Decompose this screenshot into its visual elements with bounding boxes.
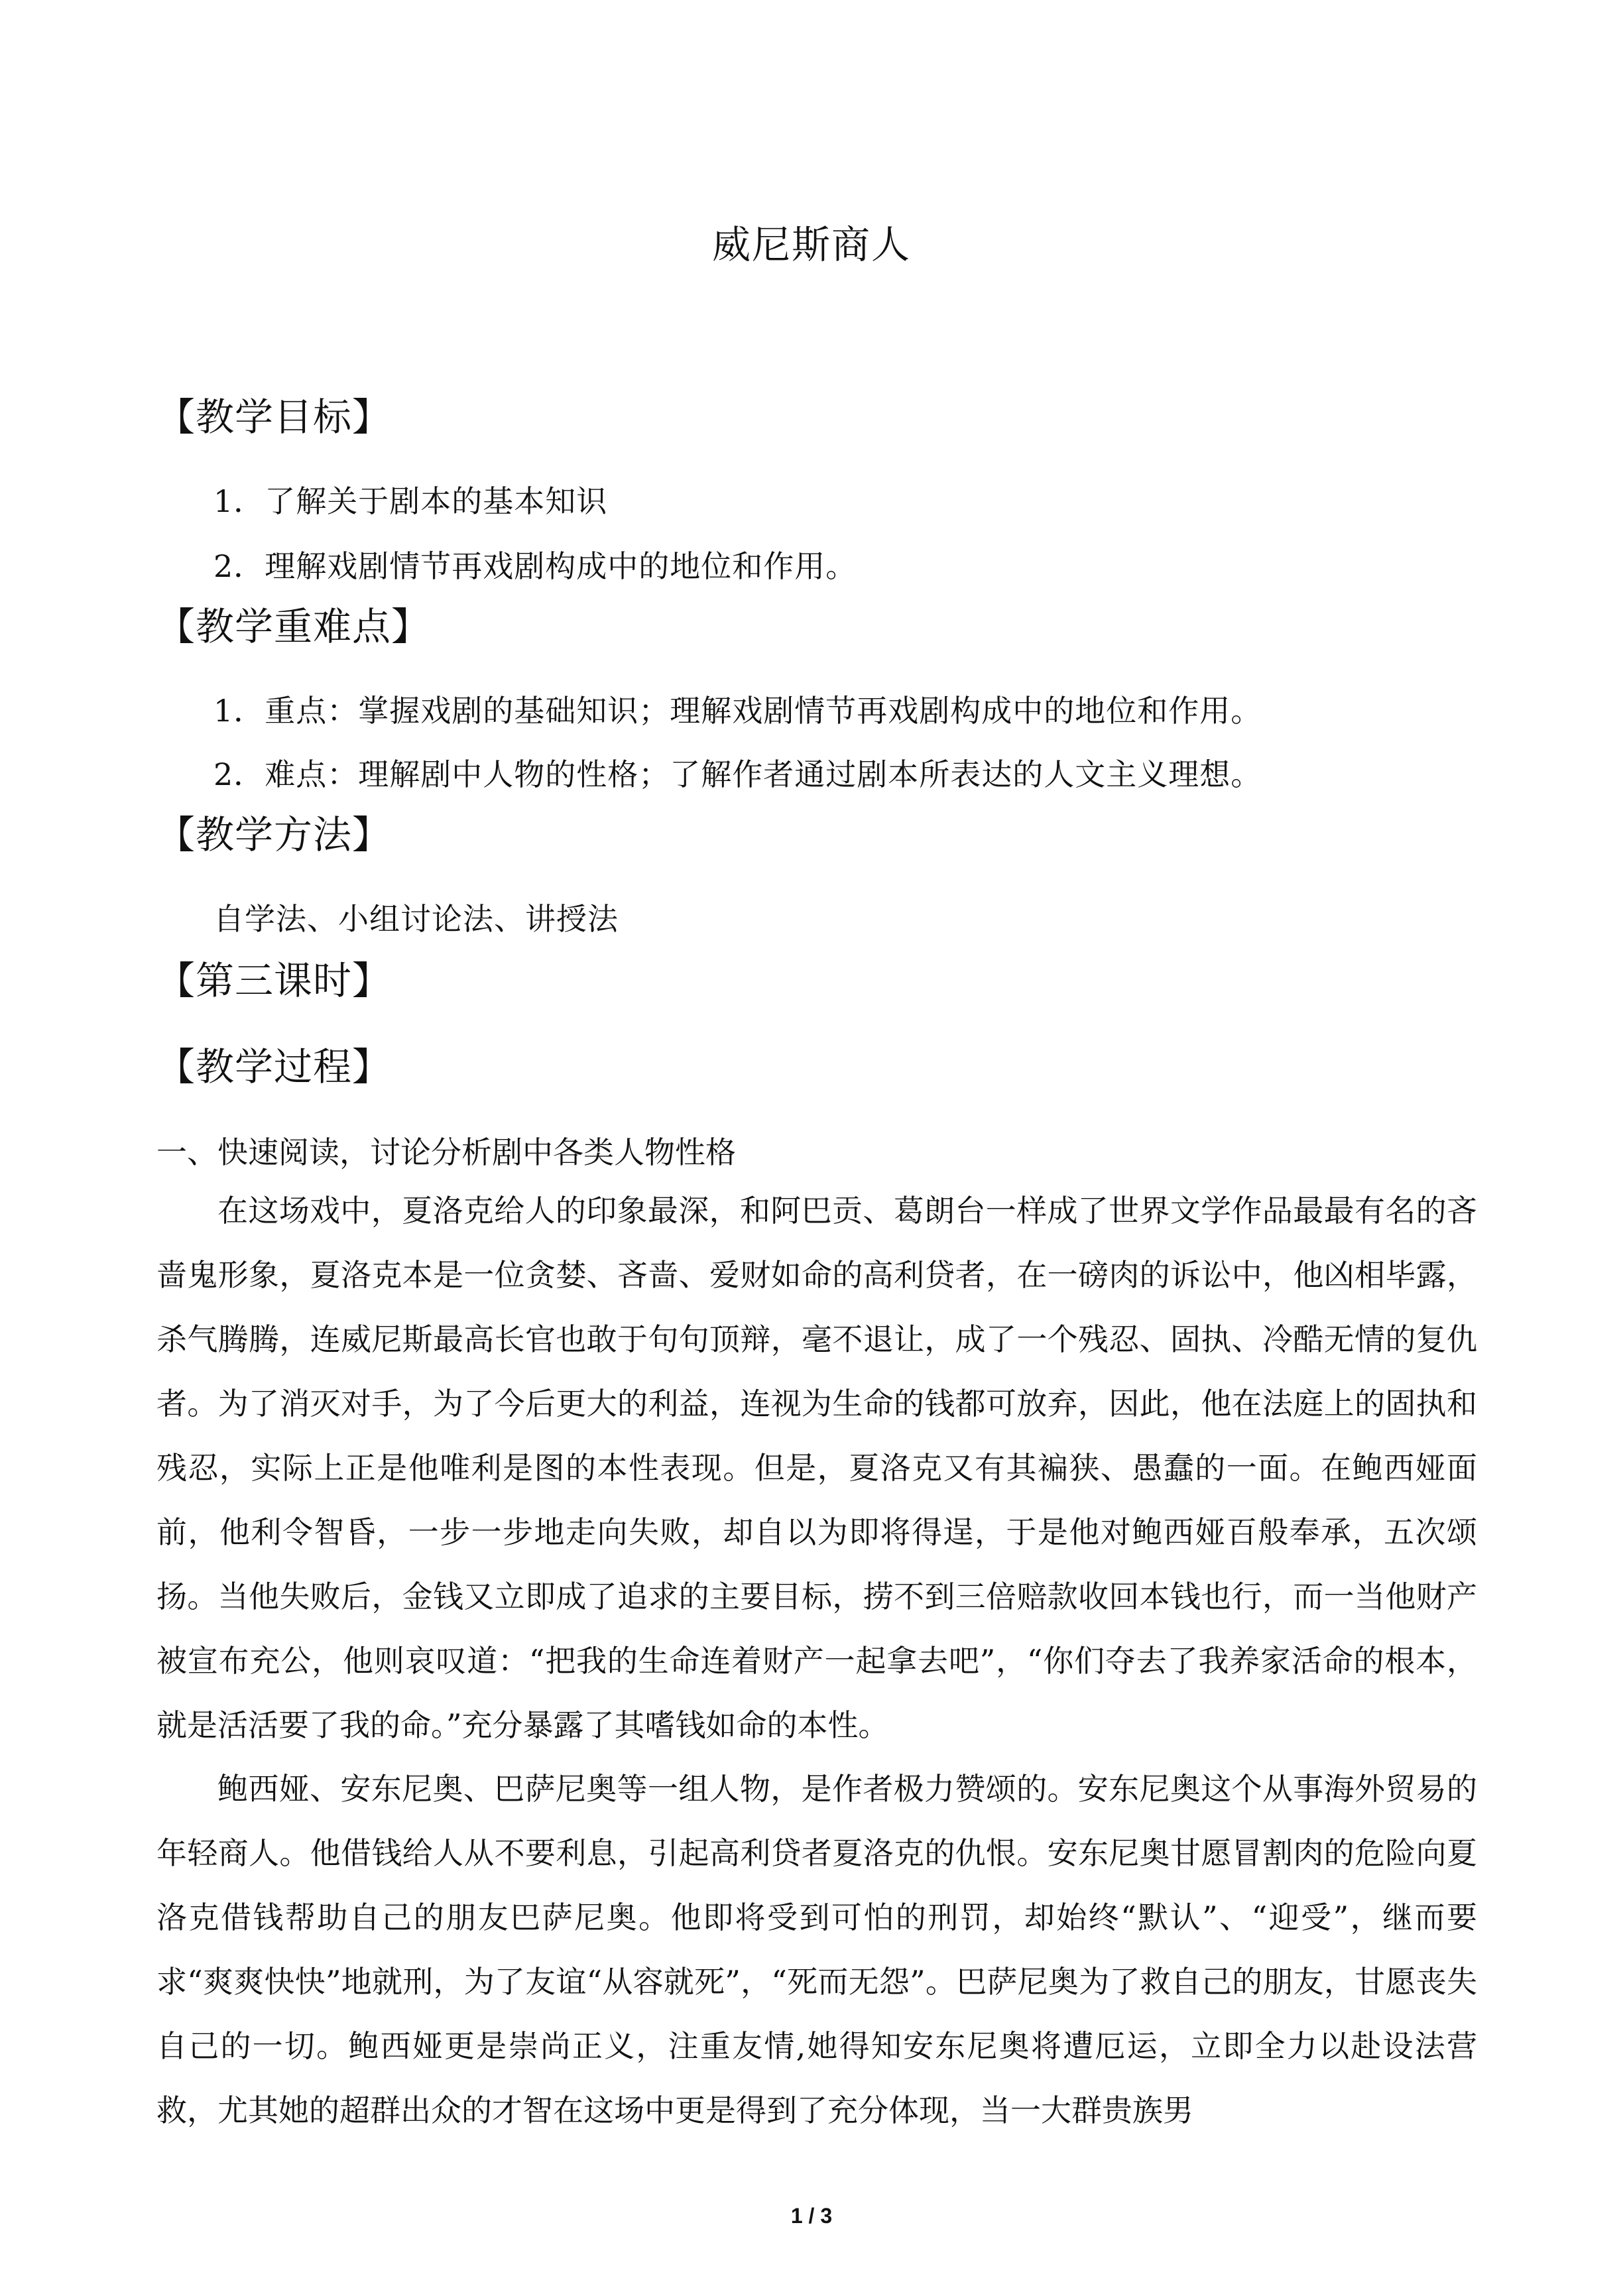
heading-objectives: 【教学目标】 <box>156 394 392 440</box>
page-number: 1 / 3 <box>790 2204 833 2228</box>
process-step-1: 一、快速阅读，讨论分析剧中各类人物性格 <box>156 1134 736 1170</box>
heading-methods: 【教学方法】 <box>156 812 392 857</box>
key-point-item-2: 2．难点：理解剧中人物的性格；了解作者通过剧本所表达的人文主义理想。 <box>213 756 1262 792</box>
document-title: 威尼斯商人 <box>711 222 911 267</box>
objective-item-2: 2．理解戏剧情节再戏剧构成中的地位和作用。 <box>213 548 857 584</box>
heading-process: 【教学过程】 <box>156 1044 392 1089</box>
body-paragraph: 在这场戏中，夏洛克给人的印象最深，和阿巴贡、葛朗台一样成了世界文学作品最最有名的吝啬鬼形象，夏洛克本是一位贪婪、吝啬、爱财如命的高利贷者，在一磅肉的诉讼中，他凶相毕露，杀气腾腾，连威尼斯最高长官也敢于句句顶辩，毫不退让，成了一个残忍、固执、冷酷无情的复仇者。为了消灭对手，为了今后更大的利益，连视为生命的钱都可放弃，因此，他在法庭上的固执和残忍，实际上正是他唯利是图的本性表现。但是，夏洛克又有其褊狭、愚蠢的一面。在鲍西娅面前，他利令智昏，一步一步地走向失败，却自以为即将得逞，于是他对鲍西娅百般奉承，五次颂扬。当他失败后，金钱又立即成了追求的主要目标，捞不到三倍赔款收回本钱也行，而一当他财产被宣布充公，他则哀叹道：“把我的生命连着财产一起拿去吧”，“你们夺去了我养家活命的根本，就是活活要了我的命。”充分暴露了其嗜钱如命的本性。 <box>156 1193 1477 1743</box>
heading-lesson: 【第三课时】 <box>156 958 392 1003</box>
methods-text: 自学法、小组讨论法、讲授法 <box>213 901 619 937</box>
body-paragraph: 鲍西娅、安东尼奥、巴萨尼奥等一组人物，是作者极力赞颂的。安东尼奥这个从事海外贸易的年轻商人。他借钱给人从不要利息，引起高利贷者夏洛克的仇恨。安东尼奥甘愿冒割肉的危险向夏洛克借钱帮助自己的朋友巴萨尼奥。他即将受到可怕的刑罚，却始终“默认”、“迎受”，继而要求“爽爽快快”地就刑，为了友谊“从容就死”，“死而无怨”。巴萨尼奥为了救自己的朋友，甘愿丧失自己的一切。鲍西娅更是崇尚正义，注重友情,她得知安东尼奥将遭厄运，立即全力以赴设法营救，尤其她的超群出众的才智在这场中更是得到了充分体现，当一大群贵族男 <box>156 1771 1477 2128</box>
key-point-item-1: 1．重点：掌握戏剧的基础知识；理解戏剧情节再戏剧构成中的地位和作用。 <box>213 693 1262 729</box>
objective-item-1: 1．了解关于剧本的基本知识 <box>213 483 608 519</box>
heading-key-points: 【教学重难点】 <box>156 604 431 649</box>
